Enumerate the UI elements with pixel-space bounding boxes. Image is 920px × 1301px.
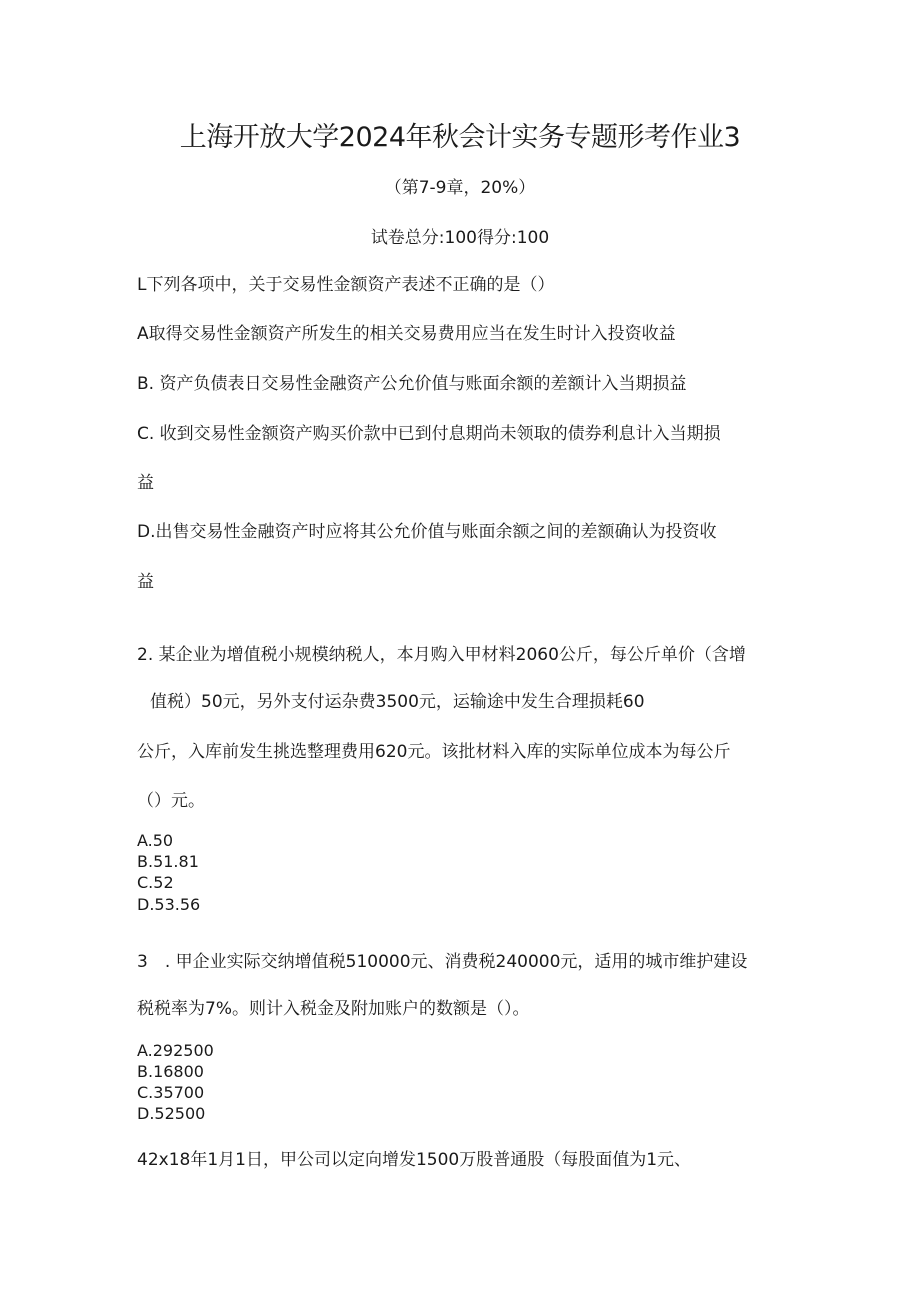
- question-2-stem-cont-2: 公斤，入库前发生挑选整理费用620元。该批材料入库的实际单位成本为每公斤: [137, 742, 731, 762]
- question-2-stem-cont-1: 值税）50元，另外支付运杂费3500元，运输途中发生合理损耗60: [150, 692, 645, 712]
- question-1-option-c: C. 收到交易性金额资产购买价款中已到付息期尚未领取的债券利息计入当期损: [137, 424, 721, 444]
- question-1-option-b: B. 资产负债表日交易性金融资产公允价值与账面余额的差额计入当期损益: [137, 374, 687, 394]
- question-3-stem-cont: 税税率为7%。则计入税金及附加账户的数额是（）。: [137, 999, 530, 1019]
- document-subtitle: （第7-9章，20%）: [384, 178, 536, 198]
- question-1-option-a: A取得交易性金额资产所发生的相关交易费用应当在发生时计入投资收益: [137, 324, 676, 344]
- question-3-option-b: B.16800: [137, 1062, 204, 1081]
- score-line: 试卷总分:100得分:100: [370, 228, 550, 248]
- question-2-stem: 2. 某企业为增值税小规模纳税人，本月购入甲材料2060公斤，每公斤单价（含增: [137, 645, 746, 665]
- question-3-option-c: C.35700: [137, 1083, 205, 1102]
- question-1-option-c-cont: 益: [137, 473, 154, 493]
- question-2-option-a: A.50: [137, 831, 174, 850]
- question-3-option-a: A.292500: [137, 1041, 214, 1060]
- question-1-option-d-cont: 益: [137, 572, 154, 592]
- question-2-option-c: C.52: [137, 873, 174, 892]
- question-2-option-b: B.51.81: [137, 852, 199, 871]
- question-2-option-d: D.53.56: [137, 895, 201, 914]
- question-3-option-d: D.52500: [137, 1104, 206, 1123]
- document-title: 上海开放大学2024年秋会计实务专题形考作业3: [179, 122, 741, 153]
- question-2-stem-cont-3: （）元。: [137, 791, 205, 811]
- question-3-stem: 3 . 甲企业实际交纳增值税510000元、消费税240000元，适用的城市维护建设: [137, 952, 748, 972]
- question-1-option-d: D.出售交易性金融资产时应将其公允价值与账面余额之间的差额确认为投资收: [137, 522, 717, 542]
- question-1-stem: L下列各项中，关于交易性金额资产表述不正确的是（）: [137, 275, 555, 295]
- question-4-stem: 42x18年1月1日，甲公司以定向增发1500万股普通股（每股面值为1元、: [137, 1150, 692, 1170]
